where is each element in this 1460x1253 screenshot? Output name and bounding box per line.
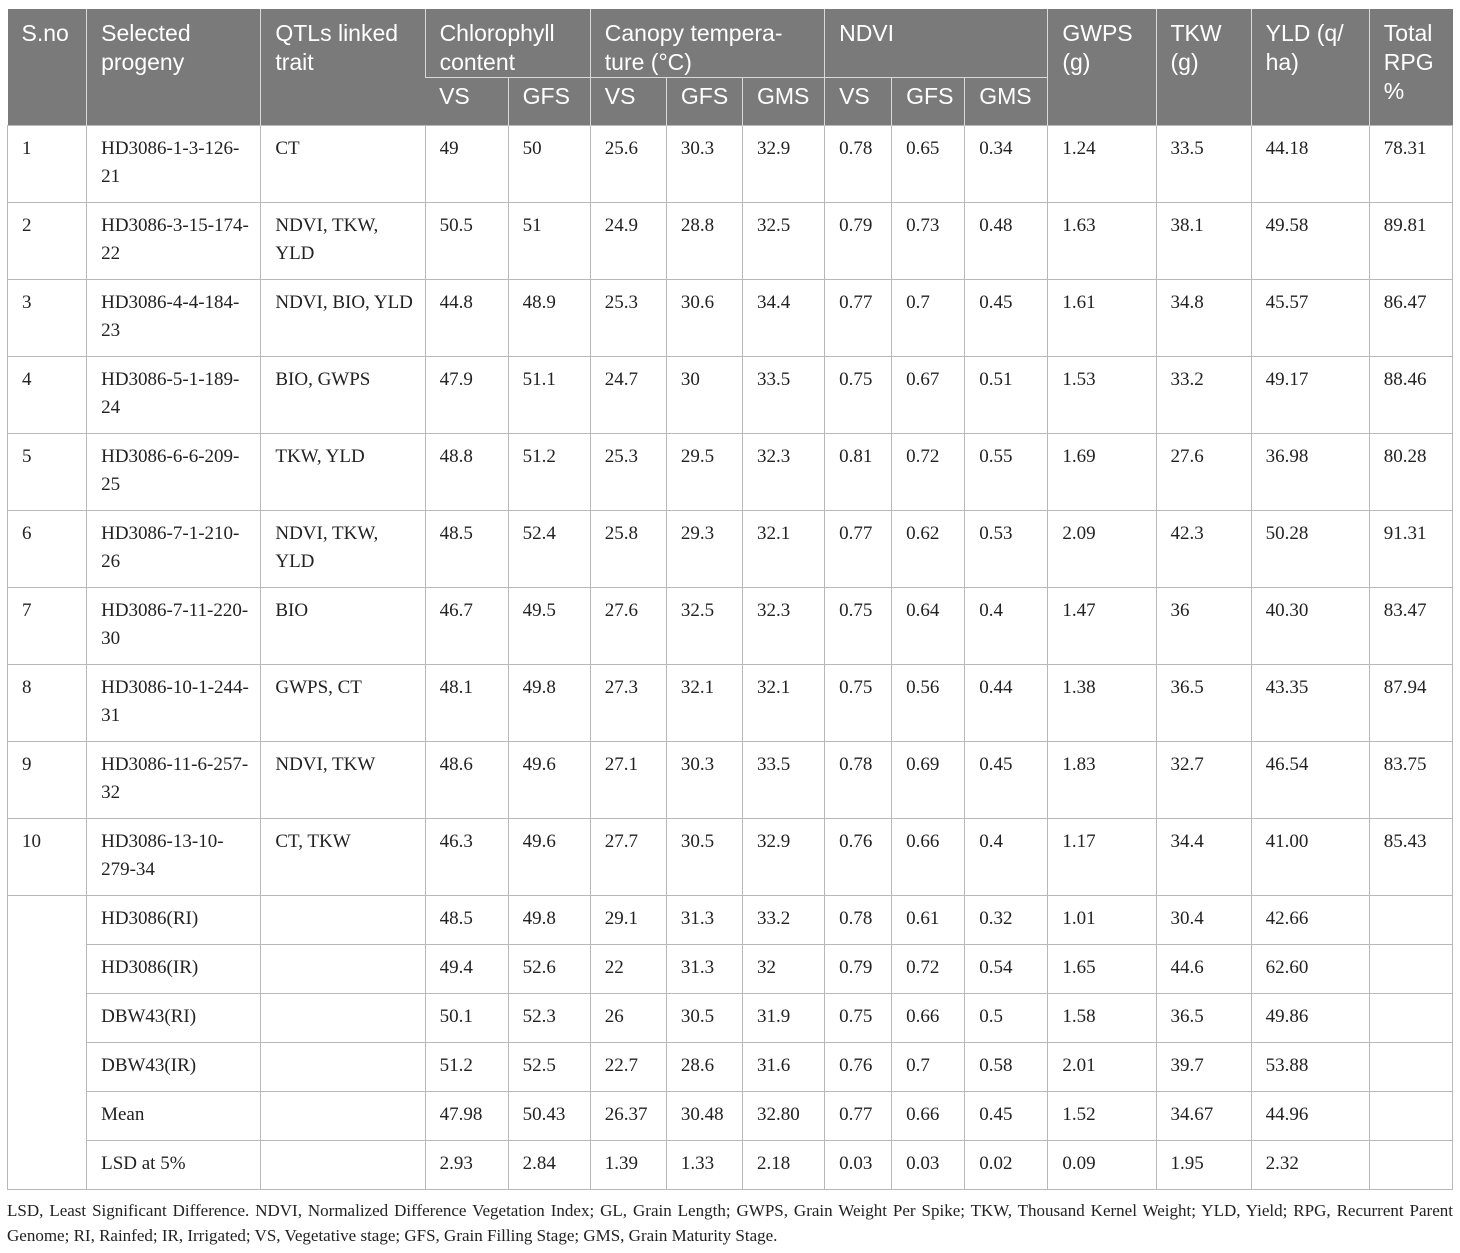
cell-tkw: 34.67 bbox=[1156, 1092, 1251, 1141]
cell-total-rpg: 87.94 bbox=[1369, 665, 1452, 742]
cell-canopy-gms: 32.3 bbox=[742, 588, 824, 665]
cell-tkw: 34.4 bbox=[1156, 819, 1251, 896]
header-canopy-temperature: Canopy tempera-ture (°C) bbox=[590, 9, 824, 78]
cell-yld: 44.96 bbox=[1251, 1092, 1369, 1141]
cell-ndvi-gms: 0.4 bbox=[965, 819, 1048, 896]
cell-check-name: DBW43(RI) bbox=[87, 994, 261, 1043]
cell-chlorophyll-vs: 46.3 bbox=[425, 819, 508, 896]
cell-tkw: 36 bbox=[1156, 588, 1251, 665]
cell-canopy-gfs: 28.8 bbox=[666, 203, 742, 280]
check-row bbox=[8, 1043, 1453, 1092]
cell-yld: 40.30 bbox=[1251, 588, 1369, 665]
cell-chlorophyll-vs: 50.5 bbox=[425, 203, 508, 280]
cell-sno: 2 bbox=[8, 203, 87, 280]
cell-ndvi-gms: 0.45 bbox=[965, 280, 1048, 357]
cell-total-rpg: 89.81 bbox=[1369, 203, 1452, 280]
cell-chlorophyll-vs: 48.6 bbox=[425, 742, 508, 819]
cell-selected-progeny: HD3086-13-10-279-34 bbox=[87, 819, 261, 896]
cell-chlorophyll-vs: 2.93 bbox=[425, 1141, 508, 1190]
cell-gwps: 1.65 bbox=[1048, 945, 1156, 994]
cell-ndvi-gms: 0.5 bbox=[965, 994, 1048, 1043]
cell-ndvi-gfs: 0.67 bbox=[892, 357, 965, 434]
table-body bbox=[8, 126, 1453, 1190]
cell-canopy-vs: 22 bbox=[590, 945, 666, 994]
cell-qtls-blank bbox=[261, 1141, 425, 1190]
cell-selected-progeny: HD3086-11-6-257-32 bbox=[87, 742, 261, 819]
cell-ndvi-vs: 0.77 bbox=[825, 280, 892, 357]
cell-qtls-linked-trait: GWPS, CT bbox=[261, 665, 425, 742]
cell-canopy-vs: 27.7 bbox=[590, 819, 666, 896]
cell-check-name: DBW43(IR) bbox=[87, 1043, 261, 1092]
check-row bbox=[8, 945, 1453, 994]
cell-chlorophyll-vs: 49 bbox=[425, 126, 508, 203]
cell-sno: 5 bbox=[8, 434, 87, 511]
cell-chlorophyll-gfs: 52.6 bbox=[508, 945, 590, 994]
cell-sno: 7 bbox=[8, 588, 87, 665]
cell-check-name: Mean bbox=[87, 1092, 261, 1141]
cell-gwps: 1.53 bbox=[1048, 357, 1156, 434]
cell-sno: 9 bbox=[8, 742, 87, 819]
cell-selected-progeny: HD3086-4-4-184-23 bbox=[87, 280, 261, 357]
cell-gwps: 1.58 bbox=[1048, 994, 1156, 1043]
cell-total-rpg: 83.47 bbox=[1369, 588, 1452, 665]
cell-ndvi-vs: 0.03 bbox=[825, 1141, 892, 1190]
cell-selected-progeny: HD3086-6-6-209-25 bbox=[87, 434, 261, 511]
cell-tkw: 27.6 bbox=[1156, 434, 1251, 511]
cell-canopy-gms: 32.1 bbox=[742, 665, 824, 742]
cell-canopy-vs: 25.8 bbox=[590, 511, 666, 588]
cell-check-name: HD3086(IR) bbox=[87, 945, 261, 994]
cell-selected-progeny: HD3086-5-1-189-24 bbox=[87, 357, 261, 434]
cell-chlorophyll-vs: 50.1 bbox=[425, 994, 508, 1043]
cell-canopy-gfs: 30.3 bbox=[666, 742, 742, 819]
cell-chlorophyll-gfs: 49.6 bbox=[508, 819, 590, 896]
cell-qtls-linked-trait: BIO, GWPS bbox=[261, 357, 425, 434]
cell-ndvi-gfs: 0.73 bbox=[892, 203, 965, 280]
cell-tkw: 36.5 bbox=[1156, 994, 1251, 1043]
cell-yld: 45.57 bbox=[1251, 280, 1369, 357]
cell-canopy-vs: 25.3 bbox=[590, 434, 666, 511]
cell-ndvi-gms: 0.4 bbox=[965, 588, 1048, 665]
cell-ndvi-gms: 0.44 bbox=[965, 665, 1048, 742]
cell-yld: 44.18 bbox=[1251, 126, 1369, 203]
table-footnote: LSD, Least Significant Difference. NDVI, Normalized Difference Vegetation Index; GL, Grain Length; GWPS, Grain Weight Per Spike; TKW, Thousand Kernel Weight; YLD, Yield; RPG, Recurrent Parent Genome; RI, Rainfed; IR, Irrigated; VS, Vegetative stage; GFS, Grain Filling Stage; GMS, Grain Maturity Stage. bbox=[7, 1201, 1453, 1245]
cell-ndvi-gms: 0.45 bbox=[965, 742, 1048, 819]
cell-sno: 3 bbox=[8, 280, 87, 357]
cell-ndvi-vs: 0.75 bbox=[825, 994, 892, 1043]
cell-ndvi-gms: 0.53 bbox=[965, 511, 1048, 588]
cell-ndvi-vs: 0.78 bbox=[825, 896, 892, 945]
cell-gwps: 1.83 bbox=[1048, 742, 1156, 819]
cell-canopy-gms: 31.6 bbox=[742, 1043, 824, 1092]
cell-selected-progeny: HD3086-7-1-210-26 bbox=[87, 511, 261, 588]
cell-canopy-gfs: 29.5 bbox=[666, 434, 742, 511]
cell-chlorophyll-gfs: 52.5 bbox=[508, 1043, 590, 1092]
cell-chlorophyll-gfs: 49.8 bbox=[508, 896, 590, 945]
cell-gwps: 1.38 bbox=[1048, 665, 1156, 742]
cell-gwps: 2.09 bbox=[1048, 511, 1156, 588]
header-selected-progeny: Selected progeny bbox=[87, 9, 261, 126]
cell-canopy-gms: 32.80 bbox=[742, 1092, 824, 1141]
cell-tkw: 38.1 bbox=[1156, 203, 1251, 280]
cell-qtls-linked-trait: NDVI, TKW bbox=[261, 742, 425, 819]
cell-chlorophyll-gfs: 51.1 bbox=[508, 357, 590, 434]
cell-yld: 2.32 bbox=[1251, 1141, 1369, 1190]
cell-yld: 49.17 bbox=[1251, 357, 1369, 434]
cell-chlorophyll-vs: 48.5 bbox=[425, 511, 508, 588]
cell-ndvi-gms: 0.48 bbox=[965, 203, 1048, 280]
cell-ndvi-gfs: 0.66 bbox=[892, 819, 965, 896]
cell-canopy-vs: 1.39 bbox=[590, 1141, 666, 1190]
cell-chlorophyll-gfs: 49.6 bbox=[508, 742, 590, 819]
cell-qtls-linked-trait: NDVI, BIO, YLD bbox=[261, 280, 425, 357]
cell-canopy-vs: 26.37 bbox=[590, 1092, 666, 1141]
cell-selected-progeny: HD3086-3-15-174-22 bbox=[87, 203, 261, 280]
cell-chlorophyll-gfs: 52.4 bbox=[508, 511, 590, 588]
cell-gwps: 1.52 bbox=[1048, 1092, 1156, 1141]
header-tkw: TKW (g) bbox=[1156, 9, 1251, 126]
cell-ndvi-vs: 0.81 bbox=[825, 434, 892, 511]
cell-sno: 1 bbox=[8, 126, 87, 203]
cell-canopy-gfs: 30.6 bbox=[666, 280, 742, 357]
cell-ndvi-vs: 0.75 bbox=[825, 357, 892, 434]
cell-canopy-vs: 22.7 bbox=[590, 1043, 666, 1092]
cell-ndvi-gms: 0.32 bbox=[965, 896, 1048, 945]
subheader-ndvi-vs: VS bbox=[825, 78, 892, 126]
cell-chlorophyll-gfs: 51 bbox=[508, 203, 590, 280]
cell-canopy-gms: 33.2 bbox=[742, 896, 824, 945]
cell-total-rpg-blank bbox=[1369, 945, 1452, 994]
cell-canopy-vs: 25.3 bbox=[590, 280, 666, 357]
cell-chlorophyll-gfs: 49.5 bbox=[508, 588, 590, 665]
cell-chlorophyll-gfs: 49.8 bbox=[508, 665, 590, 742]
subheader-canopy-gms: GMS bbox=[742, 78, 824, 126]
cell-canopy-gfs: 31.3 bbox=[666, 945, 742, 994]
check-row bbox=[8, 994, 1453, 1043]
cell-ndvi-gfs: 0.61 bbox=[892, 896, 965, 945]
cell-yld: 50.28 bbox=[1251, 511, 1369, 588]
cell-qtls-linked-trait: TKW, YLD bbox=[261, 434, 425, 511]
cell-ndvi-gms: 0.51 bbox=[965, 357, 1048, 434]
table-row bbox=[8, 742, 1453, 819]
cell-chlorophyll-vs: 47.9 bbox=[425, 357, 508, 434]
cell-ndvi-vs: 0.75 bbox=[825, 588, 892, 665]
header-yld: YLD (q/ ha) bbox=[1251, 9, 1369, 126]
cell-ndvi-gfs: 0.65 bbox=[892, 126, 965, 203]
subheader-canopy-vs: VS bbox=[590, 78, 666, 126]
cell-ndvi-gfs: 0.62 bbox=[892, 511, 965, 588]
cell-total-rpg: 85.43 bbox=[1369, 819, 1452, 896]
cell-yld: 62.60 bbox=[1251, 945, 1369, 994]
cell-chlorophyll-vs: 48.1 bbox=[425, 665, 508, 742]
cell-chlorophyll-gfs: 50 bbox=[508, 126, 590, 203]
cell-total-rpg: 91.31 bbox=[1369, 511, 1452, 588]
cell-total-rpg-blank bbox=[1369, 994, 1452, 1043]
results-table bbox=[7, 9, 1453, 1190]
cell-canopy-vs: 24.7 bbox=[590, 357, 666, 434]
cell-qtls-blank bbox=[261, 1043, 425, 1092]
cell-yld: 49.86 bbox=[1251, 994, 1369, 1043]
cell-qtls-blank bbox=[261, 896, 425, 945]
cell-ndvi-vs: 0.79 bbox=[825, 203, 892, 280]
check-row bbox=[8, 896, 1453, 945]
cell-canopy-gfs: 30.5 bbox=[666, 819, 742, 896]
cell-gwps: 1.47 bbox=[1048, 588, 1156, 665]
cell-chlorophyll-vs: 47.98 bbox=[425, 1092, 508, 1141]
cell-qtls-blank bbox=[261, 945, 425, 994]
cell-total-rpg-blank bbox=[1369, 1092, 1452, 1141]
cell-tkw: 33.5 bbox=[1156, 126, 1251, 203]
cell-canopy-gfs: 32.5 bbox=[666, 588, 742, 665]
cell-canopy-vs: 27.6 bbox=[590, 588, 666, 665]
cell-check-name: HD3086(RI) bbox=[87, 896, 261, 945]
cell-tkw: 39.7 bbox=[1156, 1043, 1251, 1092]
cell-canopy-vs: 27.1 bbox=[590, 742, 666, 819]
cell-canopy-gfs: 31.3 bbox=[666, 896, 742, 945]
cell-ndvi-vs: 0.76 bbox=[825, 819, 892, 896]
cell-canopy-gms: 32.9 bbox=[742, 126, 824, 203]
cell-sno-blank bbox=[8, 896, 87, 1190]
cell-canopy-vs: 24.9 bbox=[590, 203, 666, 280]
subheader-ndvi-gfs: GFS bbox=[892, 78, 965, 126]
cell-qtls-blank bbox=[261, 1092, 425, 1141]
subheader-canopy-gfs: GFS bbox=[666, 78, 742, 126]
cell-ndvi-gms: 0.54 bbox=[965, 945, 1048, 994]
cell-canopy-gfs: 30.48 bbox=[666, 1092, 742, 1141]
cell-tkw: 42.3 bbox=[1156, 511, 1251, 588]
cell-chlorophyll-vs: 44.8 bbox=[425, 280, 508, 357]
cell-chlorophyll-vs: 46.7 bbox=[425, 588, 508, 665]
cell-ndvi-vs: 0.76 bbox=[825, 1043, 892, 1092]
cell-yld: 46.54 bbox=[1251, 742, 1369, 819]
cell-ndvi-gms: 0.55 bbox=[965, 434, 1048, 511]
cell-ndvi-vs: 0.78 bbox=[825, 126, 892, 203]
cell-total-rpg: 83.75 bbox=[1369, 742, 1452, 819]
cell-tkw: 34.8 bbox=[1156, 280, 1251, 357]
cell-gwps: 1.24 bbox=[1048, 126, 1156, 203]
cell-tkw: 44.6 bbox=[1156, 945, 1251, 994]
cell-gwps: 1.17 bbox=[1048, 819, 1156, 896]
cell-chlorophyll-gfs: 48.9 bbox=[508, 280, 590, 357]
cell-tkw: 30.4 bbox=[1156, 896, 1251, 945]
cell-canopy-gms: 31.9 bbox=[742, 994, 824, 1043]
cell-sno: 4 bbox=[8, 357, 87, 434]
cell-ndvi-gfs: 0.7 bbox=[892, 280, 965, 357]
cell-canopy-gms: 34.4 bbox=[742, 280, 824, 357]
cell-qtls-linked-trait: NDVI, TKW, YLD bbox=[261, 511, 425, 588]
table-row bbox=[8, 588, 1453, 665]
header-chlorophyll-content: Chlorophyll content bbox=[425, 9, 590, 78]
cell-yld: 53.88 bbox=[1251, 1043, 1369, 1092]
cell-canopy-vs: 25.6 bbox=[590, 126, 666, 203]
table-row bbox=[8, 665, 1453, 742]
table-row bbox=[8, 357, 1453, 434]
cell-canopy-gfs: 1.33 bbox=[666, 1141, 742, 1190]
cell-canopy-gms: 32.3 bbox=[742, 434, 824, 511]
cell-qtls-linked-trait: NDVI, TKW, YLD bbox=[261, 203, 425, 280]
table-row bbox=[8, 203, 1453, 280]
cell-canopy-vs: 29.1 bbox=[590, 896, 666, 945]
cell-yld: 43.35 bbox=[1251, 665, 1369, 742]
cell-sno: 8 bbox=[8, 665, 87, 742]
cell-gwps: 2.01 bbox=[1048, 1043, 1156, 1092]
cell-ndvi-gms: 0.34 bbox=[965, 126, 1048, 203]
cell-canopy-gfs: 29.3 bbox=[666, 511, 742, 588]
cell-chlorophyll-gfs: 51.2 bbox=[508, 434, 590, 511]
cell-chlorophyll-gfs: 52.3 bbox=[508, 994, 590, 1043]
cell-gwps: 1.61 bbox=[1048, 280, 1156, 357]
cell-ndvi-gms: 0.45 bbox=[965, 1092, 1048, 1141]
cell-canopy-gms: 32.1 bbox=[742, 511, 824, 588]
table-row bbox=[8, 126, 1453, 203]
cell-ndvi-vs: 0.75 bbox=[825, 665, 892, 742]
cell-tkw: 32.7 bbox=[1156, 742, 1251, 819]
cell-canopy-vs: 26 bbox=[590, 994, 666, 1043]
cell-total-rpg-blank bbox=[1369, 1043, 1452, 1092]
cell-canopy-gfs: 30.5 bbox=[666, 994, 742, 1043]
cell-qtls-linked-trait: CT bbox=[261, 126, 425, 203]
table-row bbox=[8, 280, 1453, 357]
check-row bbox=[8, 1141, 1453, 1190]
subheader-chlorophyll-gfs: GFS bbox=[508, 78, 590, 126]
check-row bbox=[8, 1092, 1453, 1141]
header-total-rpg: Total RPG % bbox=[1369, 9, 1452, 126]
cell-ndvi-gfs: 0.66 bbox=[892, 994, 965, 1043]
cell-ndvi-vs: 0.77 bbox=[825, 511, 892, 588]
cell-ndvi-gfs: 0.64 bbox=[892, 588, 965, 665]
header-gwps: GWPS (g) bbox=[1048, 9, 1156, 126]
cell-chlorophyll-vs: 49.4 bbox=[425, 945, 508, 994]
table-row bbox=[8, 434, 1453, 511]
cell-sno: 6 bbox=[8, 511, 87, 588]
header-qtls-linked-trait: QTLs linked trait bbox=[261, 9, 425, 126]
cell-ndvi-gms: 0.58 bbox=[965, 1043, 1048, 1092]
cell-canopy-gms: 32.9 bbox=[742, 819, 824, 896]
cell-tkw: 33.2 bbox=[1156, 357, 1251, 434]
cell-chlorophyll-vs: 48.5 bbox=[425, 896, 508, 945]
cell-gwps: 1.63 bbox=[1048, 203, 1156, 280]
cell-ndvi-gfs: 0.69 bbox=[892, 742, 965, 819]
cell-ndvi-gfs: 0.72 bbox=[892, 434, 965, 511]
cell-tkw: 1.95 bbox=[1156, 1141, 1251, 1190]
cell-canopy-gms: 32 bbox=[742, 945, 824, 994]
cell-ndvi-gfs: 0.56 bbox=[892, 665, 965, 742]
cell-canopy-gms: 33.5 bbox=[742, 742, 824, 819]
cell-yld: 36.98 bbox=[1251, 434, 1369, 511]
cell-canopy-gms: 33.5 bbox=[742, 357, 824, 434]
subheader-chlorophyll-vs: VS bbox=[425, 78, 508, 126]
cell-canopy-gfs: 30.3 bbox=[666, 126, 742, 203]
cell-yld: 42.66 bbox=[1251, 896, 1369, 945]
cell-sno: 10 bbox=[8, 819, 87, 896]
cell-gwps: 1.69 bbox=[1048, 434, 1156, 511]
cell-yld: 41.00 bbox=[1251, 819, 1369, 896]
cell-chlorophyll-gfs: 50.43 bbox=[508, 1092, 590, 1141]
cell-chlorophyll-gfs: 2.84 bbox=[508, 1141, 590, 1190]
subheader-ndvi-gms: GMS bbox=[965, 78, 1048, 126]
header-ndvi: NDVI bbox=[825, 9, 1048, 78]
cell-ndvi-vs: 0.77 bbox=[825, 1092, 892, 1141]
cell-ndvi-gfs: 0.03 bbox=[892, 1141, 965, 1190]
cell-total-rpg: 78.31 bbox=[1369, 126, 1452, 203]
cell-qtls-linked-trait: CT, TKW bbox=[261, 819, 425, 896]
cell-total-rpg-blank bbox=[1369, 896, 1452, 945]
table-header bbox=[8, 9, 1453, 126]
cell-qtls-linked-trait: BIO bbox=[261, 588, 425, 665]
cell-canopy-gms: 32.5 bbox=[742, 203, 824, 280]
cell-tkw: 36.5 bbox=[1156, 665, 1251, 742]
cell-gwps: 0.09 bbox=[1048, 1141, 1156, 1190]
cell-canopy-vs: 27.3 bbox=[590, 665, 666, 742]
cell-ndvi-vs: 0.78 bbox=[825, 742, 892, 819]
cell-ndvi-vs: 0.79 bbox=[825, 945, 892, 994]
cell-ndvi-gfs: 0.72 bbox=[892, 945, 965, 994]
cell-yld: 49.58 bbox=[1251, 203, 1369, 280]
cell-selected-progeny: HD3086-7-11-220-30 bbox=[87, 588, 261, 665]
cell-canopy-gfs: 30 bbox=[666, 357, 742, 434]
table-row bbox=[8, 511, 1453, 588]
cell-total-rpg: 80.28 bbox=[1369, 434, 1452, 511]
table-row bbox=[8, 819, 1453, 896]
header-sno: S.no bbox=[8, 9, 87, 126]
cell-canopy-gfs: 28.6 bbox=[666, 1043, 742, 1092]
cell-chlorophyll-vs: 48.8 bbox=[425, 434, 508, 511]
cell-chlorophyll-vs: 51.2 bbox=[425, 1043, 508, 1092]
header-row-main bbox=[8, 9, 1453, 78]
cell-gwps: 1.01 bbox=[1048, 896, 1156, 945]
cell-total-rpg: 86.47 bbox=[1369, 280, 1452, 357]
cell-canopy-gfs: 32.1 bbox=[666, 665, 742, 742]
cell-selected-progeny: HD3086-1-3-126-21 bbox=[87, 126, 261, 203]
cell-selected-progeny: HD3086-10-1-244-31 bbox=[87, 665, 261, 742]
cell-ndvi-gfs: 0.7 bbox=[892, 1043, 965, 1092]
cell-check-name: LSD at 5% bbox=[87, 1141, 261, 1190]
cell-ndvi-gfs: 0.66 bbox=[892, 1092, 965, 1141]
cell-canopy-gms: 2.18 bbox=[742, 1141, 824, 1190]
cell-qtls-blank bbox=[261, 994, 425, 1043]
cell-total-rpg: 88.46 bbox=[1369, 357, 1452, 434]
cell-ndvi-gms: 0.02 bbox=[965, 1141, 1048, 1190]
cell-total-rpg-blank bbox=[1369, 1141, 1452, 1190]
